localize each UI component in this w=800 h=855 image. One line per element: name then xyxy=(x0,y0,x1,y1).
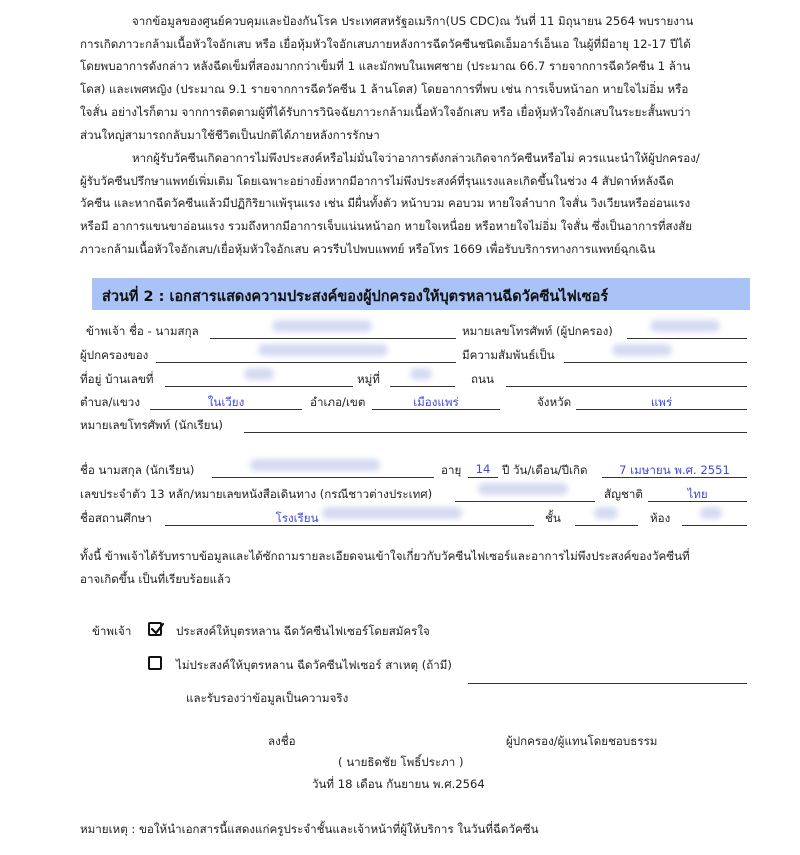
id-label: เลขประจำตัว 13 หลัก/หมายเลขหนังสือเดินทาง (กรณีชาวต่างประเทศ) xyxy=(80,487,433,501)
room-label: ห้อง xyxy=(650,511,671,525)
grade-field[interactable] xyxy=(575,525,638,526)
guardian-of-field[interactable] xyxy=(156,362,456,363)
redacted-house-number xyxy=(244,368,274,380)
id-field[interactable] xyxy=(455,501,595,502)
moo-label: หมู่ที่ xyxy=(357,372,380,386)
consent-prefix: ข้าพเจ้า xyxy=(92,624,132,638)
intro-line: ภาวะกล้ามเนื้อหัวใจอักเสบ/เยื่อหุ้มหัวใจอักเสบ ควรรีบไปพบแพทย์ หรือโทร 1669 เพื่อรับบริการทางการแพทย์ฉุกเฉิน xyxy=(80,241,656,256)
district-value: เมืองแพร่ xyxy=(413,395,459,409)
redacted-id-number xyxy=(478,483,568,495)
nationality-label: สัญชาติ xyxy=(604,487,643,501)
guardian-phone-field[interactable] xyxy=(627,338,747,339)
ack-line: ทั้งนี้ ข้าพเจ้าได้รับทราบข้อมูลและได้ซักถามรายละเอียดจนเข้าใจเกี่ยวกับวัคซีนไฟเซอร์และอาการไม่พึงประสงค์ของวัคซีนที่ xyxy=(80,549,690,563)
redacted-grade xyxy=(594,507,618,519)
house-number-field[interactable] xyxy=(165,386,353,387)
age-field[interactable] xyxy=(468,477,498,478)
guardian-name-label: ข้าพเจ้า ชื่อ - นามสกุล xyxy=(86,324,199,338)
birth-value: 7 เมษายน พ.ศ. 2551 xyxy=(619,463,730,477)
relation-label: มีความสัมพันธ์เป็น xyxy=(462,348,555,362)
sign-label: ลงชื่อ xyxy=(268,734,296,748)
sign-date: วันที่ 18 เดือน กันยายน พ.ศ.2564 xyxy=(312,777,485,791)
relation-field[interactable] xyxy=(564,362,747,363)
guardian-phone-label: หมายเลขโทรศัพท์ (ผู้ปกครอง) xyxy=(462,324,613,338)
redacted-guardian-name xyxy=(272,320,372,332)
subdistrict-label: ตำบล/แขวง xyxy=(80,395,140,409)
intro-paragraph-2 xyxy=(80,147,748,261)
section-header xyxy=(92,278,750,310)
school-value: โรงเรียน xyxy=(275,511,319,525)
province-value: แพร่ xyxy=(650,395,673,409)
disagree-label: ไม่ประสงค์ให้บุตรหลาน ฉีดวัคซีนไฟเซอร์ สาเหตุ (ถ้ามี) xyxy=(176,658,452,672)
intro-line: หากผู้รับวัคซีนเกิดอาการไม่พึงประสงค์หรือไม่มั่นใจว่าอาการดังกล่าวเกิดจากวัคซีนหรือไม่ ควรแนะนำให้ผู้ปกครอง/ xyxy=(132,151,700,165)
student-name-field[interactable] xyxy=(212,477,434,478)
disagree-reason-field[interactable] xyxy=(468,683,747,684)
address-label: ที่อยู่ บ้านเลขที่ xyxy=(80,372,154,386)
redacted-room xyxy=(700,507,722,519)
school-label: ชื่อสถานศึกษา xyxy=(80,511,152,525)
intro-line: วัคซีน และหากฉีดวัคซีนแล้วมีปฏิกิริยาแพ้รุนแรง เช่น มีผื่นทั้งตัว หน้าบวม คอบวม หายใจลำบาก ใจสั่น วิงเวียนหรืออ่อนแรง xyxy=(80,196,691,211)
ack-line: อาจเกิดขึ้น เป็นที่เรียบร้อยแล้ว xyxy=(80,572,231,586)
intro-line: การเกิดภาวะกล้ามเนื้อหัวใจอักเสบ หรือ เยื่อหุ้มหัวใจอักเสบภายหลังการฉีดวัคซีนชนิดเอ็มอาร์เอ็นเอ ในผู้ที่มีอายุ 12-17 ปีได้ xyxy=(80,36,691,51)
footnote: หมายเหตุ : ขอให้นำเอกสารนี้แสดงแก่ครูประจำชั้นและเจ้าหน้าที่ผู้ให้บริการ ในวันที่ฉีดวัคซีน xyxy=(80,822,539,836)
intro-line: ส่วนใหญ่สามารถกลับมาใช้ชีวิตเป็นปกติได้ภายหลังการรักษา xyxy=(80,127,380,142)
agree-checkbox[interactable] xyxy=(148,622,162,636)
guardian-of-label: ผู้ปกครองของ xyxy=(80,348,149,362)
redacted-child-name xyxy=(258,344,388,356)
nationality-value: ไทย xyxy=(687,487,708,501)
acknowledgement xyxy=(80,545,748,591)
redacted-relation xyxy=(612,344,672,356)
intro-line: หรือมี อาการแขนขาอ่อนแรง รวมถึงหากมีอาการเจ็บแน่นหน้าอก หายใจเหนื่อย หรือหายใจไม่อิ่ม ใจสั่น ซึ่งเป็นอาการที่สงสัย xyxy=(80,219,693,234)
subdistrict-value: ในเวียง xyxy=(207,395,245,409)
redacted-student-name xyxy=(250,459,380,471)
guardian-name-field[interactable] xyxy=(210,338,456,339)
road-label: ถนน xyxy=(471,372,494,386)
intro-line: จากข้อมูลของศูนย์ควบคุมและป้องกันโรค ประเทศสหรัฐอเมริกา(US CDC)ณ วันที่ 11 มิถุนายน 2564 พบรายงาน xyxy=(132,14,694,28)
redacted-guardian-phone xyxy=(650,320,720,332)
moo-field[interactable] xyxy=(390,386,455,387)
intro-paragraph-1 xyxy=(80,10,748,146)
age-value: 14 xyxy=(475,462,491,476)
agree-label: ประสงค์ให้บุตรหลาน ฉีดวัคซีนไฟเซอร์โดยสมัครใจ xyxy=(176,624,430,638)
intro-line: โดส) และเพศหญิง (ประมาณ 9.1 รายจากการฉีดวัคซีน 1 ล้านโดส) โดยอาการที่พบ เช่น การเจ็บหน้าอก หายใจไม่อิ่ม หรือ xyxy=(80,82,689,97)
room-field[interactable] xyxy=(682,525,747,526)
student-phone-field[interactable] xyxy=(244,432,747,433)
road-field[interactable] xyxy=(506,386,747,387)
intro-line: ใจสั่น อย่างไรก็ตาม จากการติดตามผู้ที่ได้รับการวินิจฉัยภาวะกล้ามเนื้อหัวใจอักเสบ หรือ เยื่อหุ้มหัวใจอักเสบในระยะสั้นพบว่า xyxy=(80,104,691,119)
intro-line: โดยพบอาการดังกล่าว หลังฉีดเข็มที่สองมากกว่าเข็มที่ 1 และมักพบในเพศชาย (ประมาณ 66.7 รายจากการฉีดวัคซีน 1 ล้าน xyxy=(80,59,691,74)
student-name-label: ชื่อ นามสกุล (นักเรียน) xyxy=(80,463,195,477)
signer-name: ( นายธิดชัย โพธิ์ประภา ) xyxy=(338,755,464,769)
redacted-school-name xyxy=(322,507,462,519)
checkmark-icon xyxy=(149,621,165,637)
disagree-checkbox[interactable] xyxy=(148,656,162,670)
birth-label: ปี วัน/เดือน/ปีเกิด xyxy=(502,463,588,477)
intro-line: ผู้รับวัคซีนปรึกษาแพทย์เพิ่มเติม โดยเฉพาะอย่างยิ่งหากมีอาการไม่พึงประสงค์ที่รุนแรงและเกิดขึ้นในช่วง 4 สัปดาห์หลังฉีด xyxy=(80,173,674,188)
age-label: อายุ xyxy=(441,463,462,477)
province-label: จังหวัด xyxy=(537,395,572,409)
grade-label: ชั้น xyxy=(545,511,561,525)
district-label: อำเภอ/เขต xyxy=(310,395,366,409)
signer-role: ผู้ปกครอง/ผู้แทนโดยชอบธรรม xyxy=(506,734,658,748)
redacted-moo xyxy=(410,368,432,380)
certify-text: และรับรองว่าข้อมูลเป็นความจริง xyxy=(186,691,349,705)
student-phone-label: หมายเลขโทรศัพท์ (นักเรียน) xyxy=(80,418,223,432)
school-field[interactable] xyxy=(165,525,534,526)
section-title: ส่วนที่ 2 : เอกสารแสดงความประสงค์ของผู้ปกครองให้บุตรหลานฉีดวัคซีนไฟเซอร์ xyxy=(102,289,609,305)
